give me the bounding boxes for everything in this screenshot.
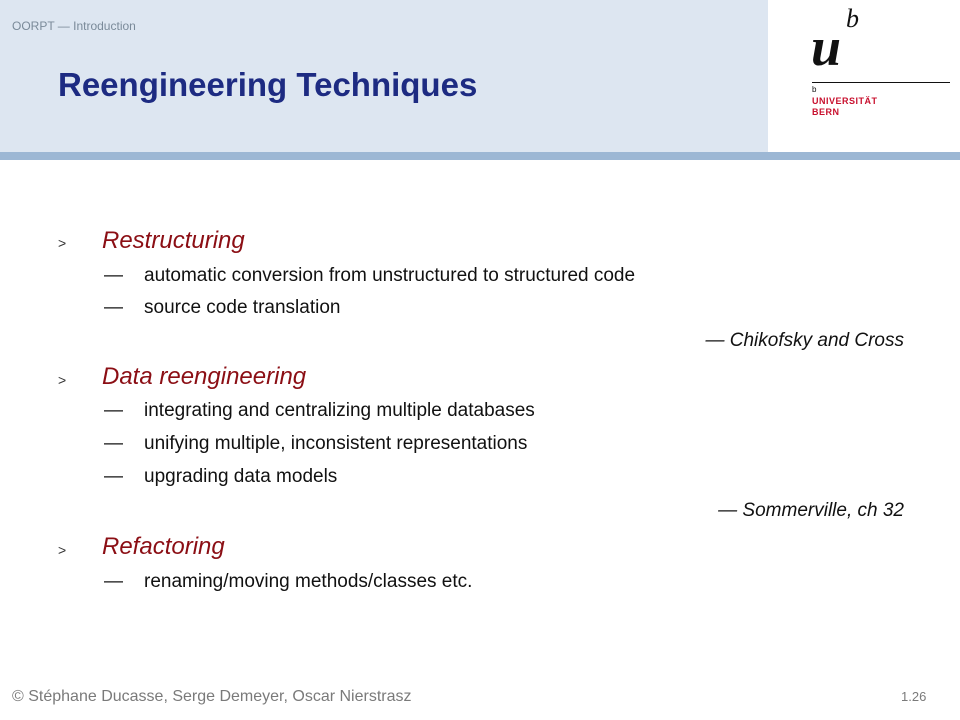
section-heading-data-reengineering: Data reengineering [102, 363, 307, 390]
citation: — Sommerville, ch 32 [718, 500, 904, 521]
slide-title: Reengineering Techniques [58, 66, 478, 103]
page-number: 1.26 [901, 689, 927, 704]
dash-icon: — [104, 297, 123, 318]
bullet-icon: > [58, 542, 67, 558]
logo-rule [812, 82, 950, 83]
section-heading-refactoring: Refactoring [102, 533, 225, 560]
dash-icon: — [104, 265, 123, 286]
list-item: renaming/moving methods/classes etc. [144, 571, 473, 592]
logo-u-mark: u [811, 17, 842, 77]
dash-icon: — [104, 433, 123, 454]
list-item: integrating and centralizing multiple databases [144, 400, 535, 421]
footer-authors: © Stéphane Ducasse, Serge Demeyer, Oscar Nierstrasz [12, 688, 412, 705]
list-item: upgrading data models [144, 466, 338, 487]
list-item: unifying multiple, inconsistent representations [144, 433, 528, 454]
list-item: automatic conversion from unstructured to structured code [144, 265, 636, 286]
logo-wordmark [812, 96, 878, 118]
course-label: OORPT — Introduction [12, 19, 136, 33]
bullet-icon: > [58, 235, 67, 251]
section-heading-restructuring: Restructuring [102, 227, 245, 254]
logo-line-bern: BERN [812, 107, 840, 117]
logo-small-b: b [812, 85, 817, 94]
header-divider [0, 152, 960, 160]
logo-panel [768, 0, 960, 152]
dash-icon: — [104, 400, 123, 421]
bullet-icon: > [58, 372, 67, 388]
logo-line-universitat: UNIVERSITÄT [812, 96, 878, 106]
logo-b-mark: b [846, 4, 859, 33]
dash-icon: — [104, 571, 123, 592]
dash-icon: — [104, 466, 123, 487]
list-item: source code translation [144, 297, 341, 318]
citation: — Chikofsky and Cross [705, 330, 904, 351]
